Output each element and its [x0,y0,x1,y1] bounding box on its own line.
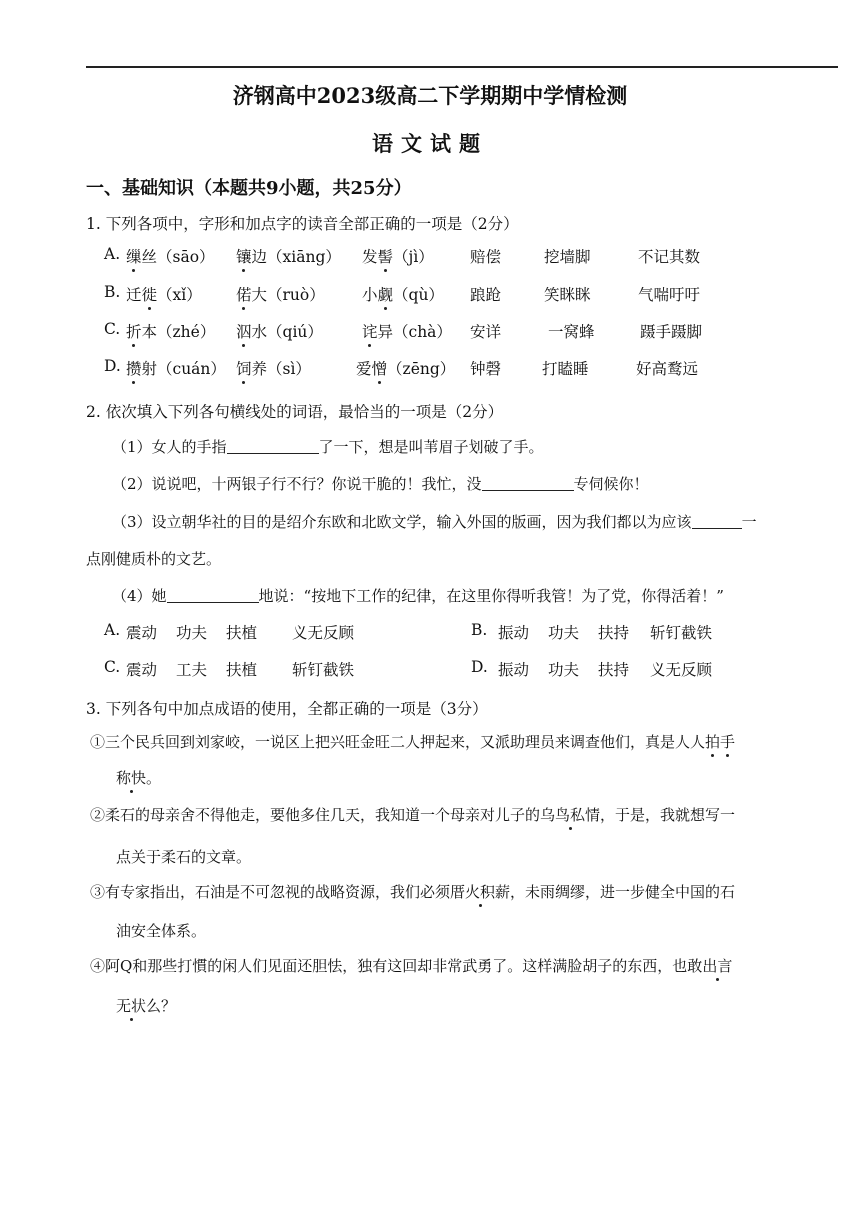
q2-stem: 2. 依次填入下列各句横线处的词语，最恰当的一项是（2分） [86,403,504,421]
exam-subtitle: 语文试题 [372,131,488,156]
option-word: 踉跄 [470,286,502,304]
option-word: 蹑手蹑脚 [640,323,703,341]
q3-item-1: ①三个民兵回到刘家峧，一说区上把兴旺金旺二人押起来，又派助理员来调查他们，真是人人拍手 [90,733,736,751]
option-word: 诧异（chà） [362,320,452,342]
answer-blank [227,438,319,454]
option-word: 泅水（qiú） [236,320,323,342]
option-letter: B. [471,621,488,639]
answer-blank [692,513,742,529]
option-word: 钟磬 [470,360,502,378]
q3-item-3: ③有专家指出，石油是不可忽视的战略资源，我们必须厝火积薪，未雨绸缪，进一步健全中国的石 [90,883,736,901]
option-word: 振动 [498,624,530,642]
option-word: 爱憎（zēng） [356,357,455,379]
option-word: 扶持 [598,624,630,642]
top-rule [86,66,838,68]
option-word: 振动 [498,661,530,679]
option-word: 赔偿 [470,248,502,266]
q3-item-4-cont: 无状么？ [116,997,177,1015]
option-word: 小觑（qù） [362,283,444,305]
option-letter: B. [104,283,121,301]
option-word: 扶植 [226,661,258,679]
option-word: 气喘吁吁 [638,286,701,304]
option-word: 功夫 [548,661,580,679]
exam-title: 济钢高中2023级高二下学期期中学情检测 [232,83,628,108]
option-letter: A. [104,621,121,639]
option-word: 发髻（jì） [362,245,434,267]
q3-item-2: ②柔石的母亲舍不得他走，要他多住几天，我知道一个母亲对儿子的乌鸟私情，于是，我就想写一 [90,806,736,824]
option-word: 攒射（cuán） [126,357,226,379]
option-letter: C. [104,320,121,338]
answer-blank [482,475,574,491]
option-word: 折本（zhé） [126,320,215,342]
option-word: 义无反顾 [292,624,355,642]
option-word: 缫丝（sāo） [126,245,215,267]
option-word: 震动 [126,661,158,679]
option-word: 镶边（xiāng） [236,245,341,267]
q2-sentence-1: （1）女人的手指 了一下，想是叫苇眉子划破了手。 [112,438,544,456]
option-letter: C. [104,658,121,676]
option-word: 扶植 [226,624,258,642]
option-word: 安详 [470,323,502,341]
q3-stem: 3. 下列各句中加点成语的使用，全都正确的一项是（3分） [86,700,488,718]
option-word: 好高鹜远 [636,360,699,378]
answer-blank [167,587,259,603]
option-word: 功夫 [548,624,580,642]
option-word: 斩钉截铁 [650,624,713,642]
q2-sentence-4: （4）她 地说：“按地下工作的纪律，在这里你得听我管！为了党，你得活着！” [112,587,724,605]
option-word: 不记其数 [638,248,701,266]
q2-sentence-3: （3）设立朝华社的目的是绍介东欧和北欧文学，输入外国的版画，因为我们都以为应该 一 [112,513,757,531]
option-word: 打瞌睡 [542,360,589,378]
q3-item-1-cont: 称快。 [116,769,162,787]
q3-item-2-cont: 点关于柔石的文章。 [116,848,252,866]
option-letter: A. [104,245,121,263]
option-word: 震动 [126,624,158,642]
option-word: 笑眯眯 [544,286,591,304]
option-letter: D. [471,658,488,676]
q2-sentence-2: （2）说说吧，十两银子行不行？你说干脆的！我忙，没 专伺候你！ [112,475,649,493]
option-word: 扶持 [598,661,630,679]
option-letter: D. [104,357,121,375]
option-word: 斩钉截铁 [292,661,355,679]
option-word: 偌大（ruò） [236,283,325,305]
option-word: 饲养（sì） [236,357,311,379]
option-word: 挖墙脚 [544,248,591,266]
section-heading: 一、基础知识（本题共9小题，共25分） [86,178,412,199]
option-word: 义无反顾 [650,661,713,679]
q3-item-3-cont: 油安全体系。 [116,922,207,940]
q1-stem: 1. 下列各项中，字形和加点字的读音全部正确的一项是（2分） [86,215,519,233]
q3-item-4: ④阿Q和那些打慣的闲人们见面还胆怯，独有这回却非常武勇了。这样满脸胡子的东西，也敢出言 [90,957,733,975]
option-word: 一窝蜂 [548,323,595,341]
option-word: 功夫 [176,624,208,642]
option-word: 工夫 [176,661,208,679]
option-word: 迁徙（xǐ） [126,283,202,305]
q2-sentence-3-cont: 点刚健质朴的文艺。 [86,550,222,568]
